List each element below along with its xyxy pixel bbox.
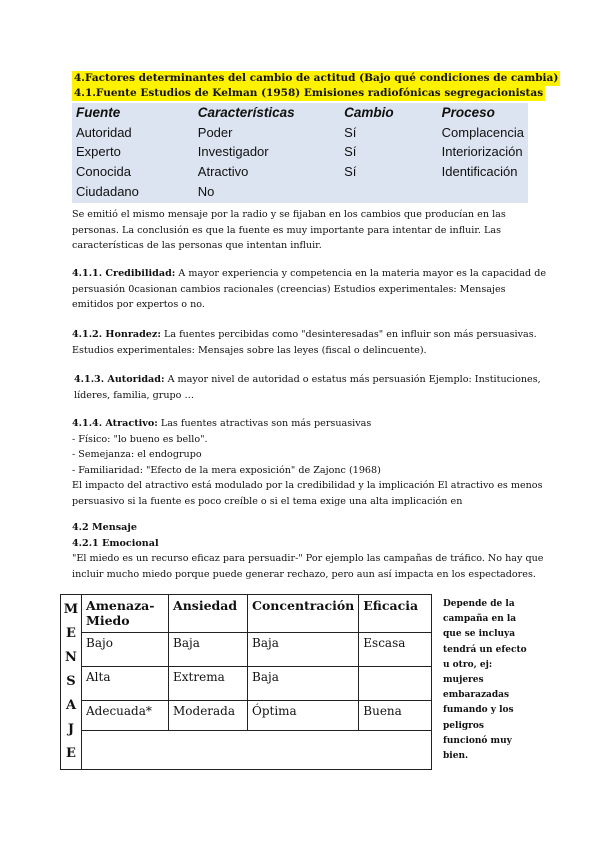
header-caracteristicas: Características	[197, 105, 295, 121]
header-eficacia: Eficacia	[359, 595, 432, 633]
section-title: 4.1.2. Honradez:	[72, 329, 161, 340]
table-cell: Poder	[197, 124, 233, 140]
table-row	[61, 633, 432, 667]
header-cambio: Cambio	[344, 105, 394, 121]
section-heading-4: 4.Factores determinantes del cambio de actitud (Bajo qué condiciones de cambia)	[74, 72, 559, 84]
letter: E	[66, 626, 76, 641]
table-cell: Complacencia	[441, 124, 524, 140]
table-cell: Autoridad	[76, 124, 132, 140]
text-line: líderes, familia, grupo …	[74, 389, 195, 401]
text-line	[72, 327, 537, 343]
text-line: campaña en la	[443, 614, 517, 625]
text-line: El impacto del atractivo está modulado por la credibilidad y la implicación El atractivo es menos	[72, 480, 543, 491]
text-line: mujeres	[443, 675, 484, 686]
text-line: embarazadas	[443, 690, 510, 701]
text-line: "El miedo es un recurso eficaz para persuadir-" Por ejemplo las campañas de tráfico. No hay que	[72, 553, 544, 564]
table-row	[72, 162, 528, 182]
text-line: peligros	[443, 720, 484, 731]
text-line: - Semejanza: el endogrupo	[72, 449, 202, 460]
text-run: Las fuentes atractivas son más persuasivas	[157, 418, 372, 429]
table-cell: Escasa	[359, 633, 432, 667]
header-ansiedad: Ansiedad	[169, 595, 248, 633]
text-line: persuasivo si la fuente es poco creíble o si el tema exige una alta implicación en	[72, 495, 463, 507]
section-atractivo	[72, 416, 543, 509]
table-cell: No	[197, 183, 215, 199]
letter: E	[66, 746, 76, 761]
table-cell: Identificación	[441, 164, 518, 180]
table-cell: Buena	[359, 701, 432, 731]
text-line: fumando y los	[443, 705, 514, 716]
text-line: incluir mucho miedo porque puede generar rechazo, pero aun así impacta en los espectadores.	[72, 568, 536, 580]
table-cell: Extrema	[169, 667, 248, 701]
fear-table-header	[61, 595, 432, 633]
table-cell: Sí	[344, 124, 357, 140]
text-line: bien.	[443, 751, 469, 762]
side-note	[443, 597, 528, 764]
header-fuente: Fuente	[76, 105, 121, 121]
text-line: u otro, ej:	[443, 659, 493, 670]
text-run: A mayor experiencia y competencia en la materia mayor es la capacidad de	[175, 268, 547, 279]
kelman-table	[72, 103, 528, 203]
text-line: Depende de la	[443, 599, 515, 609]
table-row	[61, 701, 432, 731]
text-run: La fuentes percibidas como "desinteresadas" en influir son más persuasivas.	[160, 329, 537, 340]
subsection-title: 4.2.1 Emocional	[72, 537, 159, 549]
text-line: tendrá un efecto	[443, 644, 527, 655]
section-credibilidad	[72, 266, 547, 313]
table-row	[72, 123, 528, 143]
table-cell: Interiorización	[441, 144, 523, 160]
kelman-table-header	[72, 103, 528, 123]
table-cell: Baja	[248, 667, 359, 701]
table-cell: Óptima	[248, 701, 359, 731]
text-line: que se incluya	[443, 629, 516, 640]
table-cell: Alta	[82, 667, 169, 701]
fear-message-table	[60, 594, 432, 766]
letter: J	[67, 722, 75, 737]
section-title: 4.2 Mensaje	[72, 522, 137, 533]
text-line: funcionó muy	[443, 735, 512, 746]
letter: N	[65, 650, 77, 665]
table-cell: Atractivo	[197, 164, 249, 180]
table-cell: Sí	[344, 144, 357, 160]
text-line: - Físico: "lo bueno es bello".	[72, 433, 208, 445]
text-line	[72, 416, 532, 432]
letter: S	[66, 674, 76, 689]
text-run: A mayor nivel de autoridad o estatus más persuasión Ejemplo: Instituciones,	[164, 374, 541, 385]
table-cell: Investigador	[197, 144, 269, 160]
text-line	[72, 266, 547, 282]
text-line: Estudios experimentales: Mensajes sobre las leyes (fiscal o delincuente).	[72, 344, 427, 356]
letter: A	[65, 698, 77, 713]
intro-paragraph	[72, 207, 532, 254]
table-cell: Conocida	[76, 164, 131, 180]
text-line: persuasión 0casionan cambios racionales (creencias) Estudios experimentales: Mensajes	[72, 283, 506, 295]
text-line: emitidos por expertos o no.	[72, 299, 205, 310]
table-row	[72, 142, 528, 162]
section-heading-4-1: 4.1.Fuente Estudios de Kelman (1958) Emisiones radiofónicas segregacionistas	[74, 87, 544, 99]
section-mensaje	[72, 520, 544, 582]
header-proceso: Proceso	[441, 105, 495, 121]
letter: M	[63, 602, 79, 617]
section-title: 4.1.4. Atractivo:	[72, 418, 158, 429]
table-cell-empty	[82, 731, 432, 770]
header-concentracion: Concentración	[248, 595, 359, 633]
text-line: características de las personas que intentan influir.	[72, 240, 322, 251]
table-row	[61, 731, 432, 770]
table-cell	[340, 181, 438, 201]
table-cell: Adecuada*	[82, 701, 169, 731]
table-cell: Ciudadano	[76, 183, 139, 199]
section-title: 4.1.3. Autoridad:	[74, 374, 165, 385]
text-line	[74, 372, 541, 388]
section-title: 4.1.1. Credibilidad:	[72, 268, 176, 279]
table-cell	[359, 667, 432, 701]
table-cell: Bajo	[82, 633, 169, 667]
table-cell: Baja	[248, 633, 359, 667]
section-honradez	[72, 327, 537, 358]
table-cell: Moderada	[169, 701, 248, 731]
section-autoridad	[74, 372, 541, 403]
text-line: Se emitió el mismo mensaje por la radio y se fijaban en los cambios que producían en las	[72, 209, 506, 220]
table-cell: Sí	[344, 164, 357, 180]
text-line: - Familiaridad: "Efecto de la mera exposición" de Zajonc (1968)	[72, 464, 381, 476]
table-cell: Baja	[169, 633, 248, 667]
mensaje-vertical-label	[61, 595, 82, 770]
table-cell: Experto	[76, 144, 121, 160]
table-row	[61, 667, 432, 701]
table-row	[72, 181, 528, 201]
header-amenaza: Amenaza- Miedo	[82, 595, 169, 633]
text-line: personas. La conclusión es que la fuente es muy importante para intentar de influir. Las	[72, 224, 502, 236]
table-cell	[438, 181, 528, 201]
